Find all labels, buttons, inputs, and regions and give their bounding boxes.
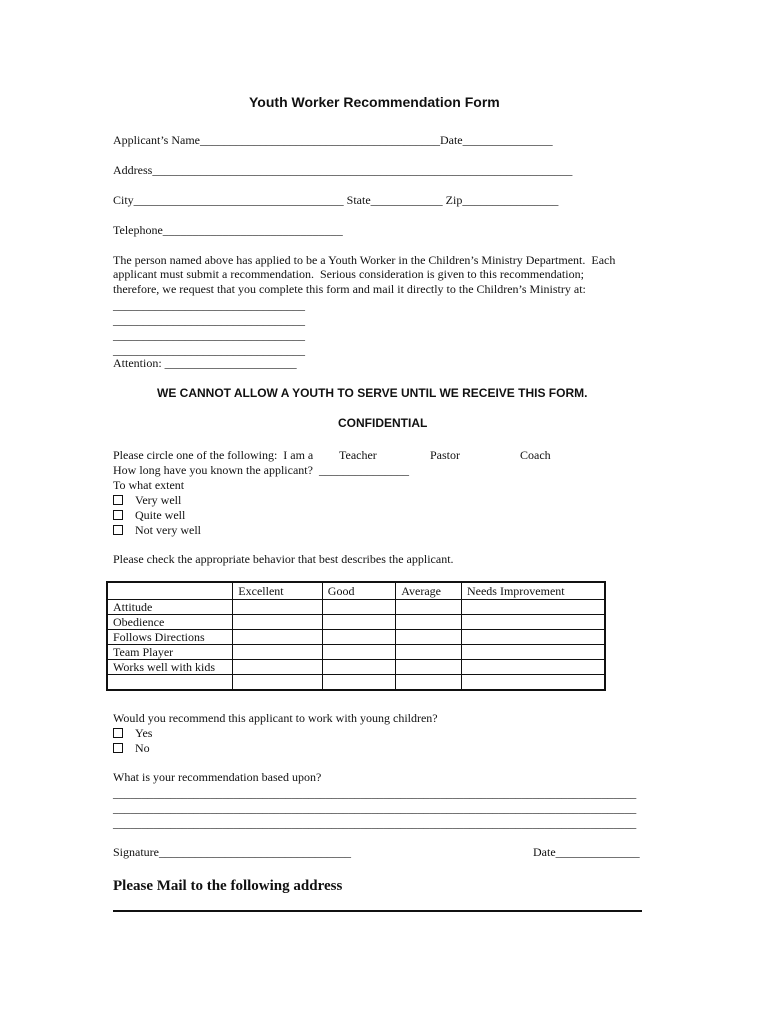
rating-cell[interactable] bbox=[233, 645, 322, 660]
role-prompt: Please circle one of the following: I am a bbox=[113, 448, 314, 462]
option-label: Not very well bbox=[135, 523, 201, 537]
rating-cell[interactable] bbox=[461, 615, 605, 630]
recommend-option-no[interactable] bbox=[113, 741, 150, 755]
confidential-heading: CONFIDENTIAL bbox=[338, 416, 428, 430]
row-label: Follows Directions bbox=[107, 630, 233, 645]
rating-cell[interactable] bbox=[233, 630, 322, 645]
table-row bbox=[107, 600, 605, 615]
rating-cell[interactable] bbox=[396, 660, 462, 675]
rating-cell[interactable] bbox=[233, 600, 322, 615]
table-row bbox=[107, 675, 605, 691]
rating-cell[interactable] bbox=[461, 600, 605, 615]
intro-line-2: applicant must submit a recommendation. Serious consideration is given to this recommendation; bbox=[113, 267, 584, 281]
table-row bbox=[107, 660, 605, 675]
row-label: Attitude bbox=[107, 600, 233, 615]
row-label: Obedience bbox=[107, 615, 233, 630]
table-row bbox=[107, 630, 605, 645]
extent-label: To what extent bbox=[113, 478, 185, 492]
option-label: Yes bbox=[135, 726, 153, 740]
table-header-row bbox=[107, 582, 605, 600]
row-label bbox=[107, 675, 233, 691]
telephone-line[interactable]: Telephone______________________________ bbox=[113, 223, 343, 237]
extent-option-quite-well[interactable] bbox=[113, 508, 185, 522]
behavior-table bbox=[106, 581, 606, 691]
role-option-coach[interactable]: Coach bbox=[520, 448, 551, 462]
row-label: Works well with kids bbox=[107, 660, 233, 675]
mailing-address-line[interactable]: ________________________________ bbox=[113, 343, 305, 357]
option-label: No bbox=[135, 741, 150, 755]
signature-line[interactable]: Signature________________________________ bbox=[113, 845, 351, 859]
answer-line[interactable]: ___________________________________________________________________________________________ bbox=[113, 803, 637, 815]
form-title: Youth Worker Recommendation Form bbox=[249, 94, 500, 110]
table-row bbox=[107, 615, 605, 630]
option-label: Quite well bbox=[135, 508, 186, 522]
mail-address-line[interactable] bbox=[113, 910, 642, 912]
recommend-option-yes[interactable] bbox=[113, 726, 152, 740]
mailing-address-line[interactable]: ________________________________ bbox=[113, 328, 305, 342]
intro-line-3: therefore, we request that you complete this form and mail it directly to the Children’s Ministry at: bbox=[113, 282, 586, 296]
checkbox-icon[interactable] bbox=[113, 525, 123, 535]
rating-cell[interactable] bbox=[322, 675, 395, 691]
role-option-teacher[interactable]: Teacher bbox=[339, 448, 377, 462]
column-header: Needs Improvement bbox=[461, 582, 605, 600]
signature-date-line[interactable]: Date______________ bbox=[533, 845, 640, 859]
answer-line[interactable]: ___________________________________________________________________________________________ bbox=[113, 818, 637, 830]
known-duration-question[interactable]: How long have you known the applicant? _______________ bbox=[113, 463, 409, 477]
checkbox-icon[interactable] bbox=[113, 728, 123, 738]
warning-notice: WE CANNOT ALLOW A YOUTH TO SERVE UNTIL WE RECEIVE THIS FORM. bbox=[157, 386, 588, 400]
role-option-pastor[interactable]: Pastor bbox=[430, 448, 460, 462]
rating-cell[interactable] bbox=[322, 600, 395, 615]
rating-cell[interactable] bbox=[322, 660, 395, 675]
rating-cell[interactable] bbox=[396, 600, 462, 615]
extent-option-not-very-well[interactable] bbox=[113, 523, 201, 537]
column-header: Average bbox=[396, 582, 462, 600]
rating-cell[interactable] bbox=[322, 645, 395, 660]
mailing-address-line[interactable]: ________________________________ bbox=[113, 298, 305, 312]
rating-cell[interactable] bbox=[461, 660, 605, 675]
based-upon-question: What is your recommendation based upon? bbox=[113, 770, 322, 784]
checkbox-icon[interactable] bbox=[113, 743, 123, 753]
rating-cell[interactable] bbox=[233, 660, 322, 675]
column-header: Excellent bbox=[233, 582, 322, 600]
rating-cell[interactable] bbox=[396, 615, 462, 630]
rating-cell[interactable] bbox=[233, 675, 322, 691]
option-label: Very well bbox=[135, 493, 182, 507]
applicant-name-date-line[interactable]: Applicant’s Name________________________________________Date_______________ bbox=[113, 133, 553, 147]
checkbox-icon[interactable] bbox=[113, 495, 123, 505]
rating-cell[interactable] bbox=[396, 645, 462, 660]
behavior-prompt: Please check the appropriate behavior that best describes the applicant. bbox=[113, 552, 454, 566]
recommend-question: Would you recommend this applicant to work with young children? bbox=[113, 711, 438, 725]
intro-line-1: The person named above has applied to be a Youth Worker in the Children’s Ministry Department. Each bbox=[113, 253, 616, 267]
column-header: Good bbox=[322, 582, 395, 600]
mailing-address-line[interactable]: ________________________________ bbox=[113, 313, 305, 327]
checkbox-icon[interactable] bbox=[113, 510, 123, 520]
row-label: Team Player bbox=[107, 645, 233, 660]
rating-cell[interactable] bbox=[322, 630, 395, 645]
mail-heading: Please Mail to the following address bbox=[113, 878, 343, 894]
column-header bbox=[107, 582, 233, 600]
answer-line[interactable]: ___________________________________________________________________________________________ bbox=[113, 788, 637, 800]
rating-cell[interactable] bbox=[461, 645, 605, 660]
address-line[interactable]: Address______________________________________________________________________ bbox=[113, 163, 573, 177]
rating-cell[interactable] bbox=[396, 630, 462, 645]
table-row bbox=[107, 645, 605, 660]
city-state-zip-line[interactable]: City___________________________________ State____________ Zip________________ bbox=[113, 193, 559, 207]
rating-cell[interactable] bbox=[396, 675, 462, 691]
rating-cell[interactable] bbox=[322, 615, 395, 630]
attention-line[interactable]: Attention: ______________________ bbox=[113, 356, 297, 370]
rating-cell[interactable] bbox=[233, 615, 322, 630]
rating-cell[interactable] bbox=[461, 630, 605, 645]
rating-cell[interactable] bbox=[461, 675, 605, 691]
extent-option-very-well[interactable] bbox=[113, 493, 181, 507]
